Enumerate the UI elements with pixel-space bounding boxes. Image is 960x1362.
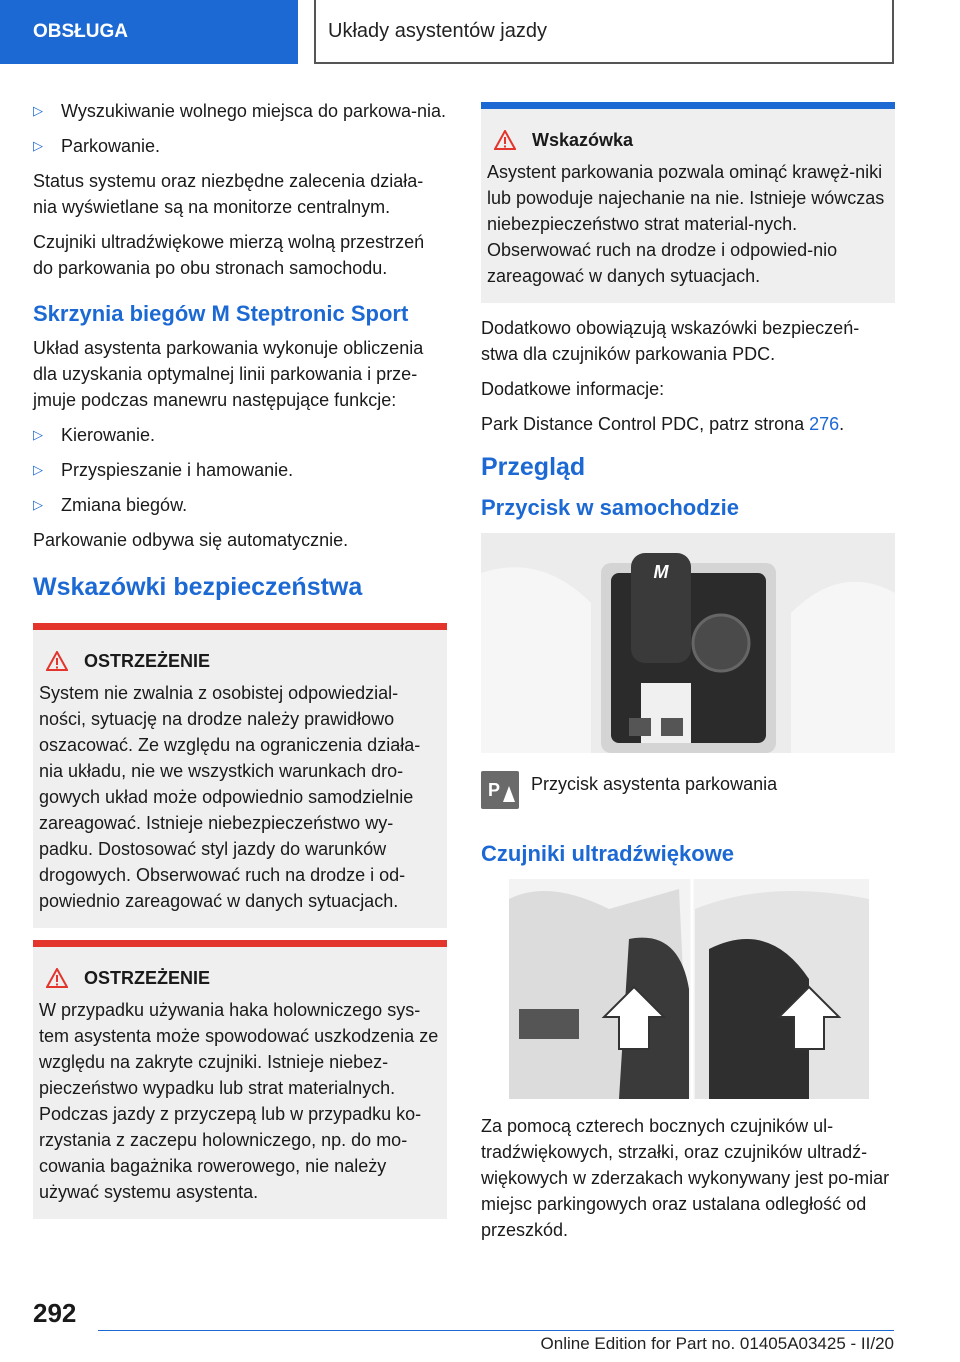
paragraph: Dodatkowo obowiązują wskazówki bezpieczeń-stwa dla czujników parkowania PDC. bbox=[481, 318, 860, 364]
warning-text: W przypadku używania haka holowniczego sys-tem asystenta może spowodować uszkodzenia ze względu na zakryte czujniki. Istnieje niebez-pieczeństwo wypadku lub strat materialnych. Podczas jazdy z przyczepą lub w przypadku ko-rzystania z zaczepu holowniczego, np. do mo-cowania bagażnika rowerowego, nie należy używać systemu asystenta. bbox=[39, 1000, 439, 1202]
page-number: 292 bbox=[33, 1298, 77, 1328]
list-item: ▷ Zmiana biegów. bbox=[33, 492, 447, 518]
paragraph: Czujniki ultradźwiękowe mierzą wolną przestrzeń do parkowania po obu stronach samochodu. bbox=[33, 232, 425, 278]
bullet-triangle-icon: ▷ bbox=[33, 103, 43, 118]
edition-footer: Online Edition for Part no. 01405A03425 - II/20 bbox=[540, 1334, 894, 1353]
right-column bbox=[481, 102, 895, 1252]
warning-text: System nie zwalnia z osobistej odpowiedzial-ności, sytuację na drodze należy prawidłowo oszacować. Ze względu na ograniczenia działa-nia układu, nie we wszystkich warunkach dro-gowych układ może odpowiednio samodzielnie zareagować. Istnieje niebezpieczeństwo wy-padku. Dostosować styl jazdy do warunków drogowych. Obserwować ruch na drodze i od-powiednio zareagować w danych sytuacjach. bbox=[39, 683, 421, 911]
warning-triangle-icon bbox=[46, 968, 68, 988]
section-heading: Wskazówki bezpieczeństwa bbox=[33, 573, 363, 601]
note-title: Wskazówka bbox=[532, 130, 634, 150]
parking-assistant-icon bbox=[481, 771, 519, 809]
caption-text: Przycisk asystenta parkowania bbox=[531, 774, 778, 794]
paragraph: Za pomocą czterech bocznych czujników ul-tradźwiękowych, strzałki, oraz czujników ultradź-więkowych w zderzakach wykonywany jest po-miar miejsc parkingowych oraz ustalana odległość od przeszkód. bbox=[481, 1116, 890, 1240]
page-link[interactable]: 276 bbox=[809, 414, 840, 434]
paragraph: Układ asystenta parkowania wykonuje obliczenia dla uzyskania optymalnej linii parkowania i prze-jmuje podczas manewru następujące funkcje: bbox=[33, 338, 424, 410]
section-heading: Skrzynia biegów M Steptronic Sport bbox=[33, 301, 409, 326]
paragraph: Parkowanie odbywa się automatycznie. bbox=[33, 530, 349, 550]
section-heading: Przycisk w samochodzie bbox=[481, 495, 739, 520]
caption bbox=[481, 771, 895, 809]
left-column bbox=[33, 98, 447, 1231]
list-item: ▷ Wyszukiwanie wolnego miejsca do parkowa-nia. bbox=[33, 98, 447, 124]
paragraph: Park Distance Control PDC, patrz strona 276. bbox=[481, 414, 845, 434]
paragraph: Status systemu oraz niezbędne zalecenia działa-nia wyświetlane są na monitorze centralnym. bbox=[33, 171, 424, 217]
chapter-title: Układy asystentów jazdy bbox=[314, 0, 894, 64]
warning-triangle-icon bbox=[494, 130, 516, 150]
bullet-triangle-icon: ▷ bbox=[33, 462, 43, 477]
svg-text:P: P bbox=[488, 780, 501, 800]
warning-title: OSTRZEŻENIE bbox=[84, 968, 211, 988]
svg-text:M: M bbox=[653, 562, 669, 582]
gear-selector-image bbox=[481, 533, 895, 753]
section-heading: Przegląd bbox=[481, 453, 586, 481]
note-box bbox=[481, 102, 895, 303]
list-item: ▷ Parkowanie. bbox=[33, 133, 447, 159]
list-item: ▷ Przyspieszanie i hamowanie. bbox=[33, 457, 447, 483]
section-heading: Czujniki ultradźwiękowe bbox=[481, 841, 735, 866]
list-item: ▷ Kierowanie. bbox=[33, 422, 447, 448]
warning-box bbox=[33, 623, 447, 928]
paragraph: Dodatkowe informacje: bbox=[481, 379, 665, 399]
warning-box bbox=[33, 940, 447, 1219]
ultrasonic-sensors-image bbox=[509, 879, 869, 1099]
section-tab: OBSŁUGA bbox=[0, 0, 298, 64]
bullet-triangle-icon: ▷ bbox=[33, 138, 43, 153]
warning-title: OSTRZEŻENIE bbox=[84, 651, 211, 671]
bullet-triangle-icon: ▷ bbox=[33, 497, 43, 512]
warning-triangle-icon bbox=[46, 651, 68, 671]
footer-divider bbox=[98, 1330, 894, 1331]
note-text: Asystent parkowania pozwala ominąć krawęż-niki lub powoduje najechanie na nie. Istnieje wówczas niebezpieczeństwo strat material-nych. Obserwować ruch na drodze i odpowied-nio zareagować w danych sytuacjach. bbox=[487, 162, 885, 286]
bullet-triangle-icon: ▷ bbox=[33, 427, 43, 442]
